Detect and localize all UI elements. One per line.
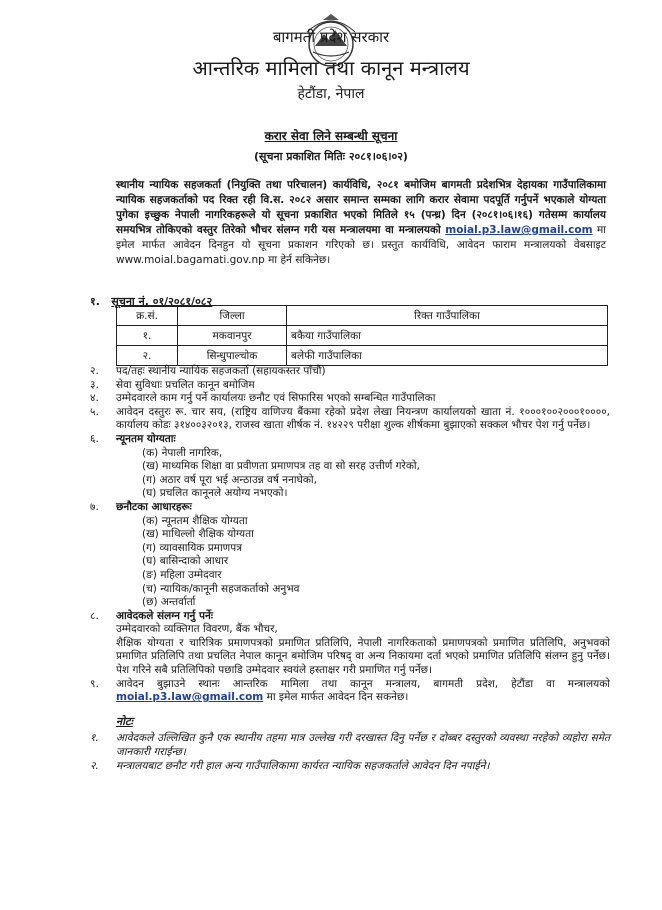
- table-header-row: [117, 306, 608, 326]
- list-item: [90, 365, 610, 379]
- vacancy-table: [116, 305, 608, 366]
- selection-item: (घ) बासिन्दाको आधार: [142, 555, 229, 568]
- qualification-item: (घ) प्रचलित कानूनले अयोग्य नभएको।: [142, 487, 288, 500]
- header-ministry-name: आन्तरिक मामिला तथा कानून मन्त्रालय: [192, 56, 470, 80]
- notes-list: [90, 731, 610, 773]
- notice-number-text: सूचना नं. ०१/२०८१/०८२: [111, 295, 213, 308]
- attachments-heading: [90, 610, 610, 624]
- note-item: [90, 759, 610, 773]
- qualification-item: (ख) माध्यमिक शिक्षा वा प्रवीणता प्रमाणपत्र तह वा सो सरह उत्तीर्ण गरेको,: [142, 460, 420, 473]
- notice-title: [0, 127, 662, 144]
- list-item-text: आवेदन दस्तुरः रू. चार सय, (राष्ट्रिय वाणिज्य बैंकमा रहेको प्रदेश लेखा नियन्त्रण कार्यालयको खाता नं. १०००१००२०००१००००, कार्यालय कोडः ३१४००३२०१३, राजस्व खाता शीर्षक नं. १४२२९ परीक्षा शुल्क शीर्षकमा बुझाएको सक्कल भौचर पेश गर्नु पर्नेछ।: [116, 405, 610, 432]
- selection-item: (छ) अन्तर्वार्ता: [142, 596, 196, 609]
- list-item-number: ६.: [90, 432, 99, 445]
- table-header-municipality: रिक्त गाउँपालिका: [287, 306, 608, 326]
- list-item: [90, 392, 610, 406]
- table-cell-district: मकवानपुर: [178, 326, 287, 346]
- header-address: हेटौंडा, नेपाल: [297, 86, 365, 102]
- note-text: मन्त्रालयबाट छनौट गरी हाल अन्य गाउँपालिकामा कार्यरत न्यायिक सहजकर्ताले आवेदन दिन नपाईने।: [116, 760, 490, 772]
- note-number: १.: [90, 732, 99, 744]
- table-cell-serial: २.: [117, 346, 178, 366]
- list-item-number: ५.: [90, 405, 99, 418]
- selection-item: (ङ) महिला उम्मेदवार: [142, 568, 222, 581]
- list-item-number: ७.: [90, 500, 99, 513]
- conditions-list: [90, 365, 610, 705]
- selection-item: (च) न्यायिक/कानूनी सहजकर्ताको अनुभव: [142, 582, 300, 595]
- intro-email-link[interactable]: moial.p3.law@gmail.com: [445, 224, 593, 236]
- attachments-line: उम्मेदवारको व्यक्तिगत विवरण, बैंक भौचर,: [116, 623, 278, 636]
- list-item-number: ९.: [90, 677, 99, 690]
- attachments-heading-text: आवेदकले संलग्न गर्नु पर्नेः: [116, 609, 213, 622]
- list-item: [90, 406, 610, 433]
- list-item-number: ३.: [90, 378, 99, 391]
- list-item-number: ४.: [90, 392, 99, 405]
- selection-item: (ख) माथिल्लो शैक्षिक योग्यता: [142, 528, 254, 541]
- note-text: आवेदकले उल्लिखित कुनै एक स्थानीय तहमा मात्र उल्लेख गरी दरखास्त दिनु पर्नेछ र दोब्बर दस्तुरको व्यवस्था नरहेको व्यहोरा समेत जानकारी गराईन्छ।: [116, 732, 610, 758]
- header-government-name: बागमती प्रदेश सरकार: [272, 28, 390, 46]
- qualifications-heading-text: न्यूनतम योग्यताः: [116, 432, 176, 445]
- table-cell-municipality: बकैया गाउँपालिका: [287, 326, 608, 346]
- note-item: [90, 731, 610, 759]
- list-item-number: २.: [90, 365, 99, 377]
- intro-text-end: मा इमेल मार्फत आवेदन दिनहुन यो सूचना प्रकाशन गरिएको छ। प्रस्तुत कार्यविधि, आवेदन फाराम मन्त्रालयको वेबसाइट www.moial.bagamati.gov.np मा हेर्न सकिनेछ।: [116, 224, 606, 266]
- intro-paragraph: [116, 178, 606, 268]
- table-header-district: जिल्ला: [178, 306, 287, 326]
- selection-item: (ग) व्यावसायिक प्रमाणपत्र: [142, 541, 243, 554]
- intro-text-start: स्थानीय न्यायिक सहजकर्ता (नियुक्ति तथा परिचालन) कार्यविधि, २०८१ बमोजिम बागमती प्रदेशभित्र देहायका गाउँपालिकामा न्यायिक सहजकर्ताको पद रिक्त रही वि.स. २०८२ असार समान्त सम्मका लागि करार सेवामा पदपूर्ति गर्नुपर्ने भएकाले योग्यता पुगेका इच्छुक नेपाली नागरिकहरूले यो सूचना प्रकाशित भएको मितिले १५ (पन्ध्र) दिन (२०८१।०६।१६) गतेसम्म कार्यालय समयभित्र तोकिएको वस्तुर तिरेको भौचर संलग्न गरी यस मन्त्रालयमा वा मन्त्रालयको: [116, 179, 606, 236]
- selection-heading: [90, 501, 610, 515]
- notice-title-text: करार सेवा लिने सम्बन्धी सूचना: [264, 129, 398, 143]
- submission-text: [116, 678, 610, 705]
- submission-email-link[interactable]: moial.p3.law@gmail.com: [116, 691, 264, 704]
- qualification-item: (ग) अठार वर्ष पूरा भई अन्ठाउन्न वर्ष ननाघेको,: [142, 473, 317, 486]
- notes-heading: नोटः: [116, 715, 133, 728]
- list-item: [90, 379, 610, 393]
- table-row: [117, 346, 608, 366]
- submission-text-end: मा इमेल मार्फत आवेदन दिन सकनेछ।: [266, 691, 409, 704]
- submission-text-start: आवेदन बुझाउने स्थानः आन्तरिक मामिला तथा कानून मन्त्रालय, बागमती प्रदेश, हेटौंडा वा मन्त्रालयको: [116, 677, 610, 690]
- list-item-text: उम्मेदवारले काम गर्नु पर्ने कार्यालयः छनौट एवं सिफारिस भएको सम्बन्धित गाउँपालिका: [116, 392, 436, 405]
- notice-number-index: १.: [90, 295, 100, 308]
- notice-publish-date: (सूचना प्रकाशित मितिः २०८१।०६।०२): [254, 150, 408, 163]
- list-item-number: ८.: [90, 609, 99, 622]
- note-number: २.: [90, 760, 99, 772]
- table-cell-serial: १.: [117, 326, 178, 346]
- submission-item: [90, 678, 610, 705]
- attachments-detail: शैक्षिक योग्यता र चारित्रिक प्रमाणपत्रको प्रमाणित प्रतिलिपि, नेपाली नागरिकताको प्रमाणपत्रको प्रमाणित प्रतिलिपि, अनुभवको प्रमाणित प्रतिलिपि तथा प्रचलित नेपाल कानून बमोजिम परिषद् वा अन्य निकायमा दर्ता भएको प्रमाणित प्रतिलिपि संलग्न हुनु पर्नेछ। पेश गरिने सबै प्रतिलिपिको पछाडि उम्मेदवार स्वयंले हस्ताक्षर गरी प्रमाणित गर्नु पर्नेछ।: [116, 636, 610, 677]
- qualification-item: (क) नेपाली नागरिक,: [142, 446, 223, 459]
- table-row: [117, 326, 608, 346]
- qualifications-heading: [90, 433, 610, 447]
- table-header-serial: क्र.सं.: [117, 306, 178, 326]
- table-cell-municipality: बलेफी गाउँपालिका: [287, 346, 608, 366]
- selection-item: (क) न्यूनतम शैक्षिक योग्यता: [142, 514, 248, 527]
- list-item-text: पद/तहः स्थानीय न्यायिक सहजकर्ता (सहायकस्तर पाँचौं): [116, 365, 326, 377]
- table-cell-district: सिन्धुपाल्चोक: [178, 346, 287, 366]
- list-item-text: सेवा सुविधाः प्रचलित कानून बमोजिम: [116, 378, 255, 391]
- selection-heading-text: छनौटका आधारहरूः: [116, 500, 192, 513]
